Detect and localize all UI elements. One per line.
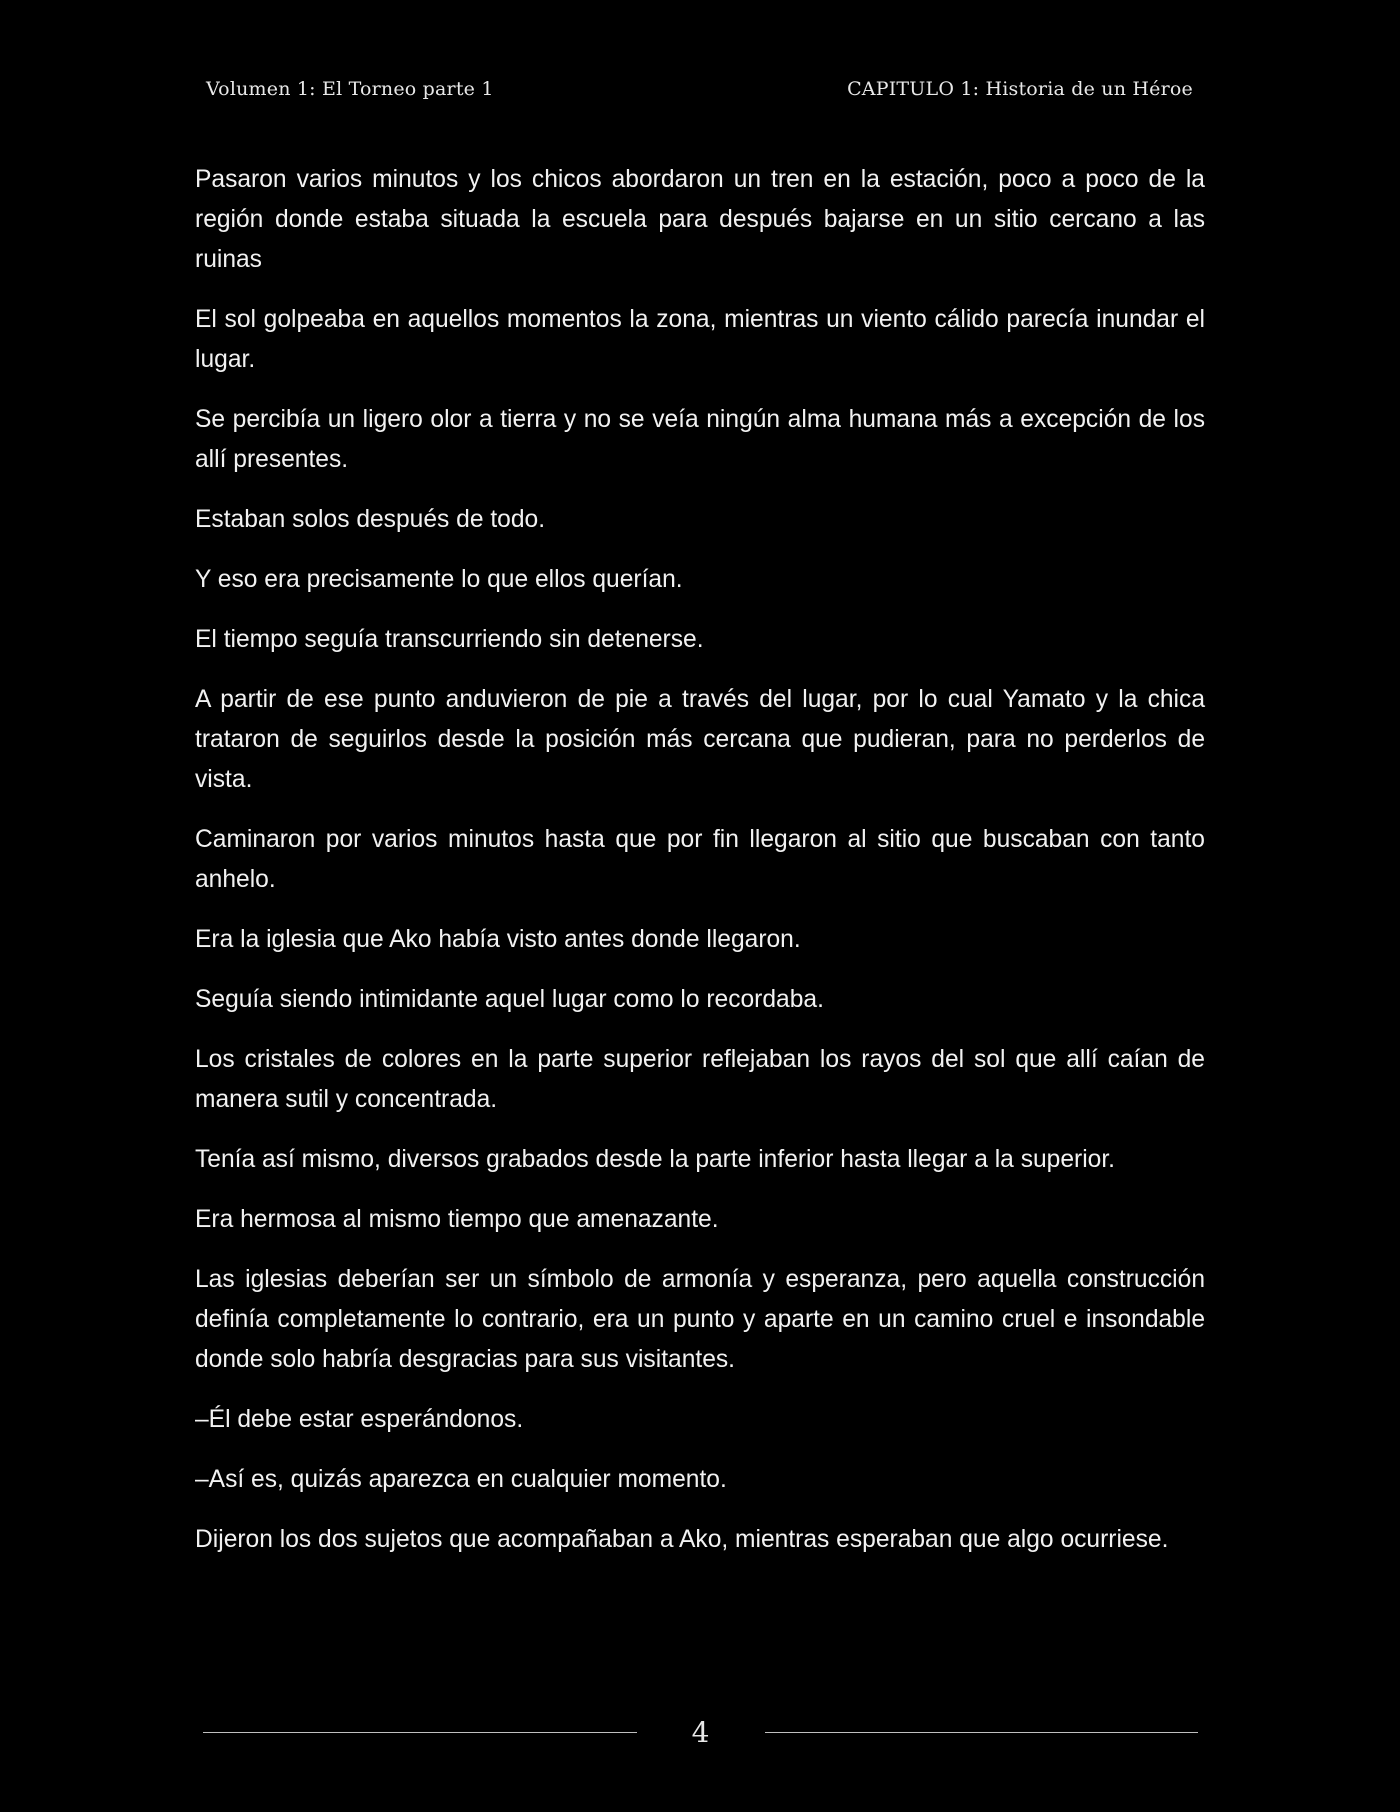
header-chapter-title: CAPITULO 1: Historia de un Héroe xyxy=(847,78,1193,100)
dialogue-line: –Así es, quizás aparezca en cualquier momento. xyxy=(195,1466,727,1493)
paragraph: Estaban solos después de todo. xyxy=(195,506,546,533)
paragraph: Caminaron por varios minutos hasta que por fin llegaron al sitio que buscaban con tanto anhelo. xyxy=(195,826,1205,893)
paragraph: Dijeron los dos sujetos que acompañaban a Ako, mientras esperaban que algo ocurriese. xyxy=(195,1526,1169,1553)
running-header xyxy=(206,78,1193,100)
dialogue-line: –Él debe estar esperándonos. xyxy=(195,1406,524,1433)
header-volume-title: Volumen 1: El Torneo parte 1 xyxy=(206,78,494,100)
paragraph: Y eso era precisamente lo que ellos querían. xyxy=(195,566,683,593)
page-number: 4 xyxy=(691,1715,710,1749)
paragraph: Era la iglesia que Ako había visto antes donde llegaron. xyxy=(195,926,801,953)
footer-rule-left xyxy=(203,1732,637,1733)
paragraph: Los cristales de colores en la parte superior reflejaban los rayos del sol que allí caían de manera sutil y concentrada. xyxy=(195,1046,1205,1113)
paragraph: El tiempo seguía transcurriendo sin detenerse. xyxy=(195,626,704,653)
page-footer xyxy=(203,1712,1198,1752)
paragraph: Era hermosa al mismo tiempo que amenazante. xyxy=(195,1206,719,1233)
footer-rule-right xyxy=(765,1732,1199,1733)
paragraph: Pasaron varios minutos y los chicos abordaron un tren en la estación, poco a poco de la región donde estaba situada la escuela para después bajarse en un sitio cercano a las ruinas xyxy=(195,166,1205,273)
paragraph: A partir de ese punto anduvieron de pie a través del lugar, por lo cual Yamato y la chica trataron de seguirlos desde la posición más cercana que pudieran, para no perderlos de vista. xyxy=(195,686,1205,793)
paragraph: Las iglesias deberían ser un símbolo de armonía y esperanza, pero aquella construcción definía completamente lo contrario, era un punto y aparte en un camino cruel e insondable donde solo habría desgracias para sus visitantes. xyxy=(195,1266,1205,1373)
paragraph: El sol golpeaba en aquellos momentos la zona, mientras un viento cálido parecía inundar el lugar. xyxy=(195,306,1205,373)
body-text xyxy=(195,160,1205,1580)
paragraph: Se percibía un ligero olor a tierra y no se veía ningún alma humana más a excepción de los allí presentes. xyxy=(195,406,1205,473)
paragraph: Tenía así mismo, diversos grabados desde la parte inferior hasta llegar a la superior. xyxy=(195,1146,1116,1173)
paragraph: Seguía siendo intimidante aquel lugar como lo recordaba. xyxy=(195,986,824,1013)
